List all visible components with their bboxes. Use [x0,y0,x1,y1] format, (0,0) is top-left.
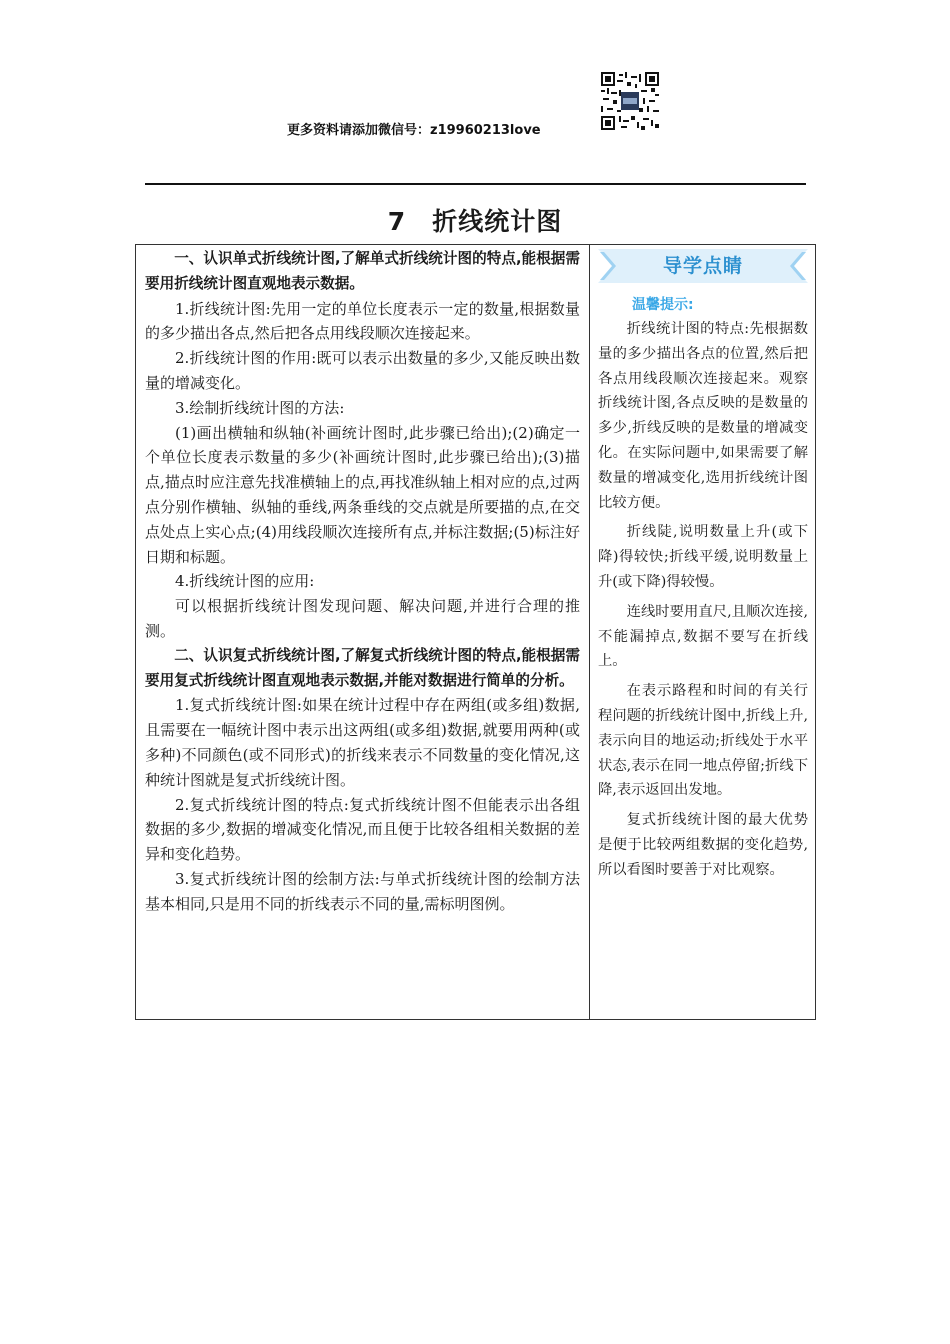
qr-code-image [601,72,659,130]
wechat-note: 更多资料请添加微信号：z19960213love [287,123,541,138]
tip-paragraph: 连线时要用直尺,且顺次连接,不能漏掉点,数据不要写在折线上。 [598,603,808,670]
section-1-item-3: 3.绘制折线统计图的方法: [175,398,345,417]
tip-paragraph: 折线统计图的特点:先根据数量的多少描出各点的位置,然后把各点用线段顺次连接起来。观察折线统计图,各点反映的是数量的多少,折线反映的是数量的增减变化。在实际问题中,如果需要了解数量的增减变化,选用折线统计图比较方便。 [598,321,808,511]
section-1-item-3-detail: (1)画出横轴和纵轴(补画统计图时,此步骤已给出);(2)确定一个单位长度表示数量的多少(补画统计图时,此步骤已给出);(3)描点,描点时应注意先找准横轴上的点,再找准纵轴上相对应的点,过两点分别作横轴、纵轴的垂线,两条垂线的交点就是所要描的点,在交点处点上实心点;(4)用线段顺次连接所有点,并标注数据;(5)标注好日期和标题。 [145,423,580,566]
guide-banner [598,249,808,283]
section-1-heading: 一、认识单式折线统计图,了解单式折线统计图的特点,能根据需要用折线统计图直观地表示数据。 [145,250,580,292]
tip-title: 温馨提示: [632,297,694,313]
tip-paragraph: 折线陡,说明数量上升(或下降)得较快;折线平缓,说明数量上升(或下降)得较慢。 [598,524,808,590]
column-divider [589,245,590,1019]
page-title: 7 折线统计图 [387,207,563,236]
section-2-heading: 二、认识复式折线统计图,了解复式折线统计图的特点,能根据需要用复式折线统计图直观地表示数据,并能对数据进行简单的分析。 [145,646,580,689]
tip-paragraph: 复式折线统计图的最大优势是便于比较两组数据的变化趋势,所以看图时要善于对比观察。 [598,812,808,878]
section-1-item-4-detail: 可以根据折线统计图发现问题、解决问题,并进行合理的推测。 [145,597,580,640]
section-1-item-2: 2.折线统计图的作用:既可以表示出数量的多少,又能反映出数量的增减变化。 [145,349,580,392]
banner-title: 导学点睛 [662,255,743,277]
section-2-item-3: 3.复式折线统计图的绘制方法:与单式折线统计图的绘制方法基本相同,只是用不同的折线表示不同的量,需标明图例。 [145,869,580,913]
tip-paragraph: 在表示路程和时间的有关行程问题的折线统计图中,折线上升,表示向目的地运动;折线处于水平状态,表示在同一地点停留;折线下降,表示返回出发地。 [598,683,808,799]
content-table [135,244,816,1020]
header-rule [145,183,806,185]
section-1-item-1: 1.折线统计图:先用一定的单位长度表示一定的数量,根据数量的多少描出各点,然后把各点用线段顺次连接起来。 [145,299,580,343]
section-2-item-1: 1.复式折线统计图:如果在统计过程中存在两组(或多组)数据,且需要在一幅统计图中表示出这两组(或多组)数据,就要用两种(或多种)不同颜色(或不同形式)的折线来表示不同数量的变化情况,这种统计图就是复式折线统计图。 [145,696,580,789]
sidebar-column [598,249,808,888]
main-content-column [145,247,580,917]
section-2-item-2: 2.复式折线统计图的特点:复式折线统计图不但能表示出各组数据的多少,数据的增减变化情况,而且便于比较各组相关数据的差异和变化趋势。 [145,795,580,864]
section-1-item-4: 4.折线统计图的应用: [175,572,315,591]
